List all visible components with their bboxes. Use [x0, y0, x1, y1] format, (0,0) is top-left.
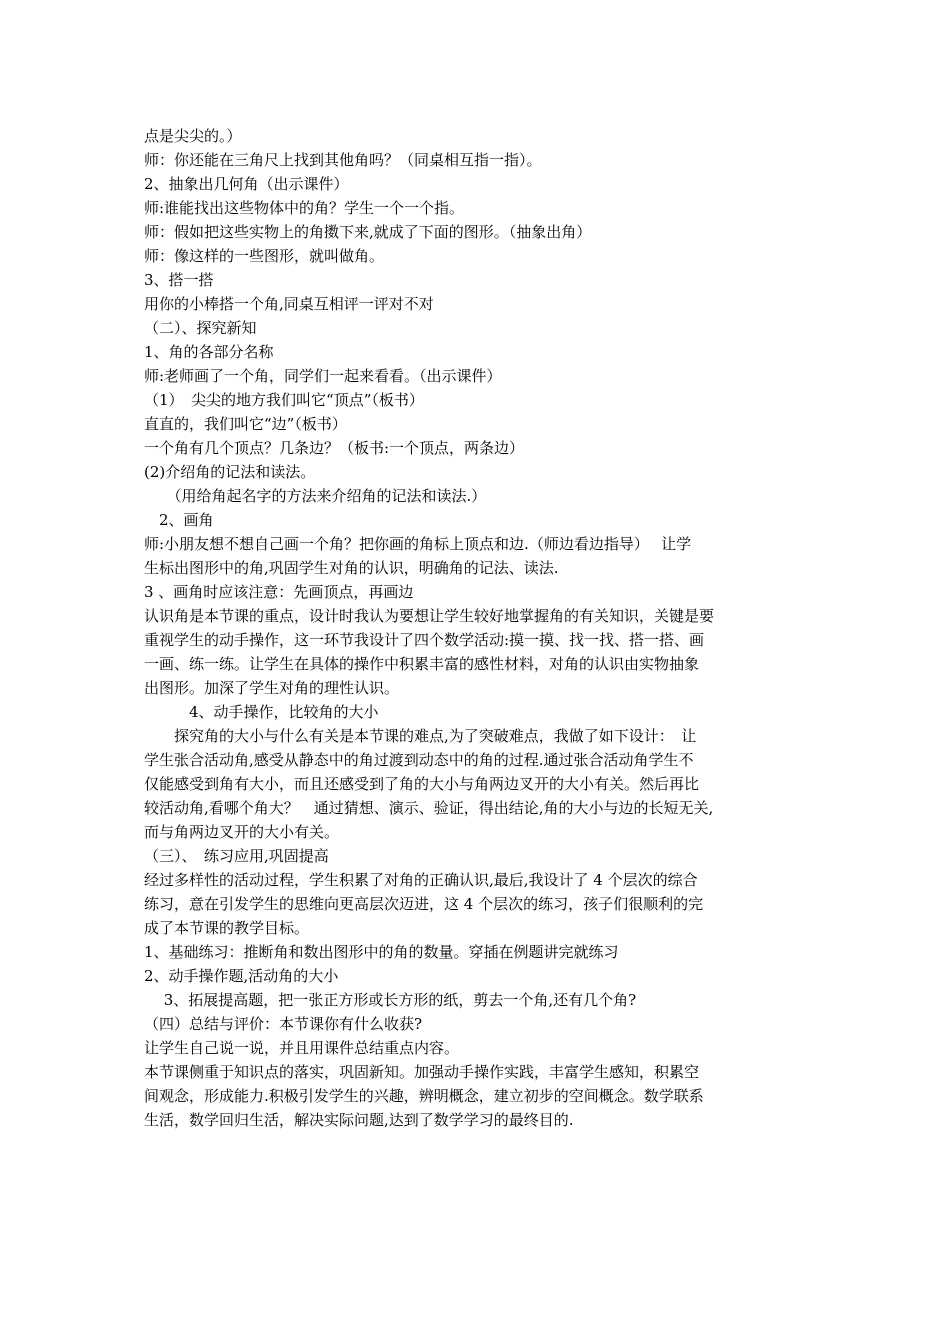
text-line: 认识角是本节课的重点，设计时我认为要想让学生较好地掌握角的有关知识，关键是要 [144, 607, 715, 625]
text-line: 师:谁能找出这些物体中的角？学生一个一个指。 [144, 199, 465, 217]
text-line: （二）、探究新知 [144, 319, 257, 337]
text-line: 点是尖尖的。） [144, 127, 242, 145]
text-line: 学生张合活动角,感受从静态中的角过渡到动态中的角的过程.通过张合活动角学生不 [144, 751, 694, 769]
text-line: 而与角两边叉开的大小有关。 [144, 823, 340, 841]
text-line: 一画、练一练。让学生在具体的操作中积累丰富的感性材料，对角的认识由实物抽象 [144, 655, 700, 673]
text-line: 探究角的大小与什么有关是本节课的难点,为了突破难点，我做了如下设计： 让 [144, 727, 697, 745]
text-line: 成了本节课的教学目标。 [144, 919, 310, 937]
text-line: 直直的，我们叫它“边”（板书） [144, 415, 347, 433]
text-line: 师:老师画了一个角，同学们一起来看看。（出示课件） [144, 367, 502, 385]
text-line: 2、画角 [144, 511, 214, 529]
text-line: 4、动手操作，比较角的大小 [144, 703, 379, 721]
text-line: 练习，意在引发学生的思维向更高层次迈进，这 4 个层次的练习，孩子们很顺利的完 [144, 895, 704, 913]
text-line: 出图形。加深了学生对角的理性认识。 [144, 679, 400, 697]
text-line: 仅能感受到角有大小，而且还感受到了角的大小与角两边叉开的大小有关。然后再比 [144, 775, 700, 793]
text-line: 3、拓展提高题，把一张正方形或长方形的纸，剪去一个角,还有几个角? [144, 991, 637, 1009]
text-line: 本节课侧重于知识点的落实，巩固新知。加强动手操作实践，丰富学生感知，积累空 [144, 1063, 700, 1081]
text-line: （三）、 练习应用,巩固提高 [144, 847, 329, 865]
text-line: 3、搭一搭 [144, 271, 214, 289]
text-line: 生活，数学回归生活，解决实际问题,达到了数学学习的最终目的. [144, 1111, 574, 1129]
text-line: 1、基础练习：推断角和数出图形中的角的数量。穿插在例题讲完就练习 [144, 943, 619, 961]
text-line: 经过多样性的活动过程，学生积累了对角的正确认识,最后,我设计了 4 个层次的综合 [144, 871, 698, 889]
text-line: 师:小朋友想不想自己画一个角？把你画的角标上顶点和边.（师边看边指导） 让学 [144, 535, 692, 553]
text-line: 一个角有几个顶点？几条边？（板书:一个顶点，两条边） [144, 439, 525, 457]
text-line: 用你的小棒搭一个角,同桌互相评一评对不对 [144, 295, 434, 313]
text-line: 3 、画角时应该注意：先画顶点，再画边 [144, 583, 414, 601]
text-line: 间观念，形成能力.积极引发学生的兴趣，辨明概念，建立初步的空间概念。数学联系 [144, 1087, 704, 1105]
text-line: 生标出图形中的角,巩固学生对角的认识，明确角的记法、读法. [144, 559, 559, 577]
text-line: 师：假如把这些实物上的角擞下来,就成了下面的图形。（抽象出角） [144, 223, 592, 241]
text-line: （用给角起名字的方法来介绍角的记法和读法.） [144, 487, 487, 505]
text-line: 师：你还能在三角尺上找到其他角吗？（同桌相互指一指）。 [144, 151, 542, 169]
text-line: （1） 尖尖的地方我们叫它“顶点”（板书） [144, 391, 424, 409]
text-line: 师：像这样的一些图形，就叫做角。 [144, 247, 385, 265]
text-line: （四）总结与评价：本节课你有什么收获? [144, 1015, 423, 1033]
text-line: 1、角的各部分名称 [144, 343, 274, 361]
document-body [144, 124, 824, 1132]
text-line: 重视学生的动手操作，这一环节我设计了四个数学活动:摸一摸、找一找、搭一搭、画 [144, 631, 705, 649]
text-line: 2、动手操作题,活动角的大小 [144, 967, 339, 985]
text-line: 较活动角,看哪个角大？ 通过猜想、演示、验证，得出结论,角的大小与边的长短无关, [144, 799, 714, 817]
text-line: (2)介绍角的记法和读法。 [144, 463, 316, 481]
text-line: 让学生自己说一说，并且用课件总结重点内容。 [144, 1039, 460, 1057]
text-line: 2、抽象出几何角（出示课件） [144, 175, 349, 193]
